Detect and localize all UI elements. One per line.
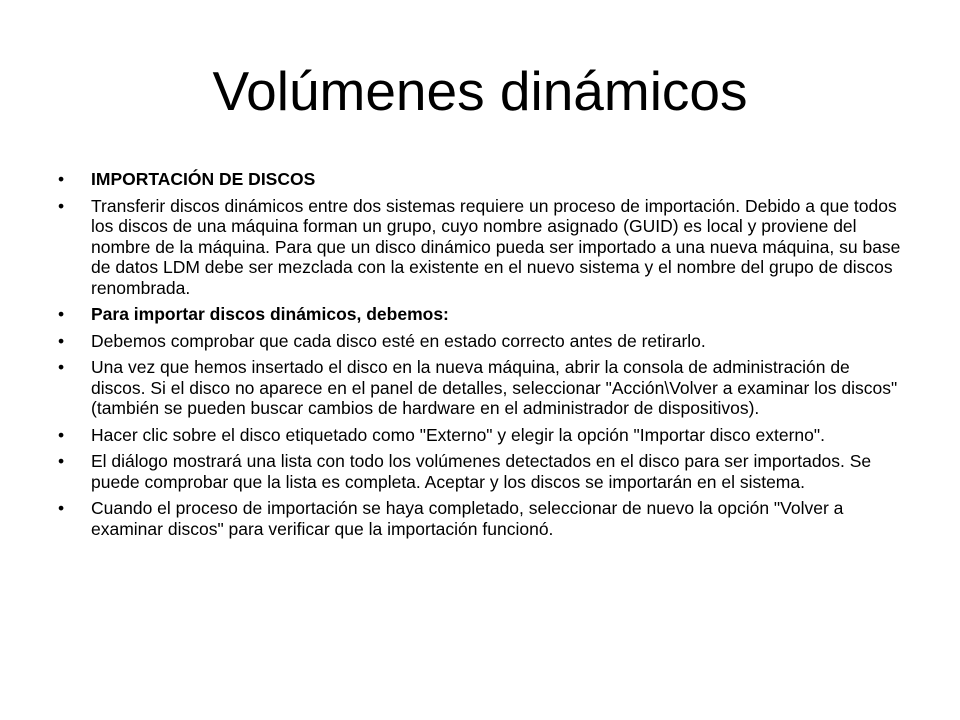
bullet-text: Una vez que hemos insertado el disco en la nueva máquina, abrir la consola de administración de discos. Si el disco no aparece en el panel de detalles, seleccionar "Acción\Volver a examinar los discos" (también se pueden buscar cambios de hardware en el administrador de dispositivos). — [91, 357, 898, 418]
bullet-item — [58, 196, 908, 299]
bullet-text: Transferir discos dinámicos entre dos sistemas requiere un proceso de importación. Debido a que todos los discos de una máquina forman un grupo, cuyo nombre asignado (GUID) es local y proviene del nombre de la máquina. Para que un disco dinámico pueda ser importado a una nueva máquina, su base de datos LDM debe ser mezclada con la existente en el nuevo sistema y el nombre del grupo de discos renombrada. — [91, 195, 901, 298]
bullet-dot-icon: • — [58, 195, 65, 216]
bullet-item — [58, 304, 908, 325]
bullet-item — [58, 451, 908, 492]
bullet-dot-icon: • — [58, 330, 65, 351]
bullet-dot-icon: • — [58, 357, 65, 377]
bullet-item — [58, 425, 908, 446]
bullet-text: Debemos comprobar que cada disco esté en estado correcto antes de retirarlo. — [91, 330, 706, 351]
bullet-dot-icon: • — [58, 169, 65, 189]
bullet-list — [58, 169, 908, 545]
bullet-text: Cuando el proceso de importación se haya completado, seleccionar de nuevo la opción "Volver a examinar discos" para verificar que la importación funcionó. — [91, 498, 844, 539]
bullet-item — [58, 357, 908, 419]
slide-title: Volúmenes dinámicos — [212, 60, 748, 122]
bullet-item — [58, 169, 908, 190]
bullet-dot-icon: • — [58, 424, 65, 445]
bullet-text: Para importar discos dinámicos, debemos: — [91, 304, 449, 324]
bullet-text: IMPORTACIÓN DE DISCOS — [91, 169, 316, 189]
bullet-dot-icon: • — [58, 304, 65, 324]
bullet-text: El diálogo mostrará una lista con todo los volúmenes detectados en el disco para ser importados. Se puede comprobar que la lista es completa. Aceptar y los discos se importarán en el sistema. — [91, 451, 872, 492]
bullet-dot-icon: • — [58, 498, 65, 518]
bullet-item — [58, 498, 908, 539]
bullet-item — [58, 331, 908, 352]
bullet-dot-icon: • — [58, 451, 65, 471]
bullet-text: Hacer clic sobre el disco etiquetado como "Externo" y elegir la opción "Importar disco externo". — [91, 424, 825, 445]
